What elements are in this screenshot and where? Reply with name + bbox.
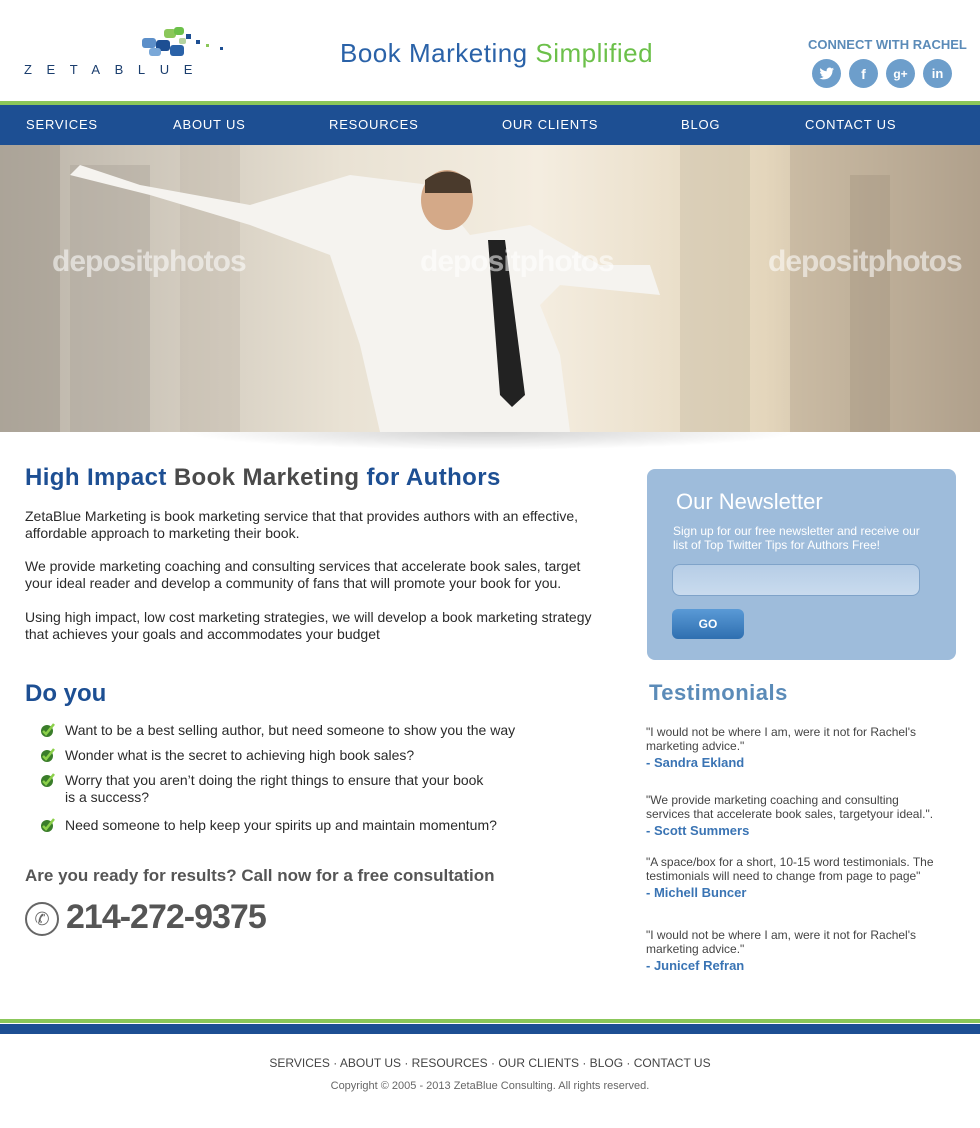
cta-text: Are you ready for results? Call now for a free consultation [25,866,495,885]
page-title [25,464,501,492]
intro-paragraph-3: Using high impact, low cost marketing strategies, we will develop a book marketing strategy that achieves your goals and accommodates your budget [25,609,592,642]
testimonial-author[interactable]: - Michell Buncer [646,885,747,900]
hero-photo-graphic [0,145,980,432]
logo-squares-graphic [24,24,246,64]
checklist-text: Worry that you aren’t doing the right things to ensure that your book [65,772,484,788]
nav-item-contact-us[interactable]: CONTACT US [805,117,897,132]
zetablue-logo[interactable] [24,24,246,78]
phone-icon: ✆ [25,902,59,936]
footer-blue-bar [0,1024,980,1034]
newsletter-box [647,469,956,660]
checkmark-icon [40,747,56,763]
tagline-part2: Simplified [535,38,654,68]
newsletter-email-input[interactable] [672,564,920,596]
checklist-text-continued: is a success? [65,789,150,805]
social-links [812,59,952,88]
footer-nav[interactable]: SERVICES · ABOUT US · RESOURCES · OUR CLIENTS · BLOG · CONTACT US [269,1056,711,1070]
do-you-heading: Do you [25,680,107,707]
checklist-text: Want to be a best selling author, but need someone to show you the way [65,722,516,738]
linkedin-icon[interactable]: in [923,59,952,88]
newsletter-description: Sign up for our free newsletter and receive our list of Top Twitter Tips for Authors Free! [673,524,920,552]
testimonial-author[interactable]: - Scott Summers [646,823,750,838]
logo-text: ZETABLUE [24,62,208,77]
phone-number[interactable]: 214-272-9375 [66,898,266,936]
site-header [0,0,980,101]
checkmark-icon [40,722,56,738]
nav-item-about-us[interactable]: ABOUT US [173,117,246,132]
testimonial-quote: "I would not be where I am, were it not for Rachel's marketing advice." [646,928,917,956]
watermark-center: depositphotos [420,245,614,278]
footer-green-line [0,1019,980,1023]
hero-shadow [180,432,800,450]
title-part1: High Impact [25,464,167,491]
main-nav [0,105,980,145]
nav-item-blog[interactable]: BLOG [681,117,721,132]
intro-paragraph-1: ZetaBlue Marketing is book marketing service that that provides authors with an effective, affordable approach to marketing their book. [25,508,579,541]
nav-item-resources[interactable]: RESOURCES [329,117,419,132]
intro-paragraph-2: We provide marketing coaching and consulting services that accelerate book sales, target your ideal reader and develop a community of fans that will promote your book for you. [25,558,581,591]
tagline-part1: Book Marketing [340,38,528,68]
hero-image [0,145,980,432]
title-part2: Book Marketing [173,464,360,491]
watermark-left: depositphotos [52,245,246,278]
testimonial-quote: "We provide marketing coaching and consulting services that accelerate book sales, targetyour ideal.". [646,793,934,821]
checkmark-icon [40,772,56,788]
newsletter-title: Our Newsletter [676,489,823,514]
checklist-text: Need someone to help keep your spirits up and maintain momentum? [65,817,497,833]
nav-item-our-clients[interactable]: OUR CLIENTS [502,117,599,132]
connect-label: CONNECT WITH RACHEL [808,37,967,52]
testimonials-title: Testimonials [649,680,788,705]
testimonial-quote: "A space/box for a short, 10-15 word testimonials. The testimonials will need to change from page to page" [646,855,934,883]
testimonial-quote: "I would not be where I am, were it not for Rachel's marketing advice." [646,725,917,753]
title-part3: for Authors [366,464,501,491]
facebook-icon[interactable]: f [849,59,878,88]
copyright: Copyright © 2005 - 2013 ZetaBlue Consulting. All rights reserved. [330,1080,650,1092]
google-plus-icon[interactable]: g+ [886,59,915,88]
checklist-text: Wonder what is the secret to achieving high book sales? [65,747,415,763]
checkmark-icon [40,817,56,833]
watermark-right: depositphotos [768,245,962,278]
tagline [340,38,653,69]
nav-item-services[interactable]: SERVICES [26,117,98,132]
testimonial-author[interactable]: - Junicef Refran [646,958,745,973]
twitter-icon[interactable] [812,59,841,88]
testimonial-author[interactable]: - Sandra Ekland [646,755,745,770]
newsletter-go-button[interactable]: GO [672,609,744,639]
